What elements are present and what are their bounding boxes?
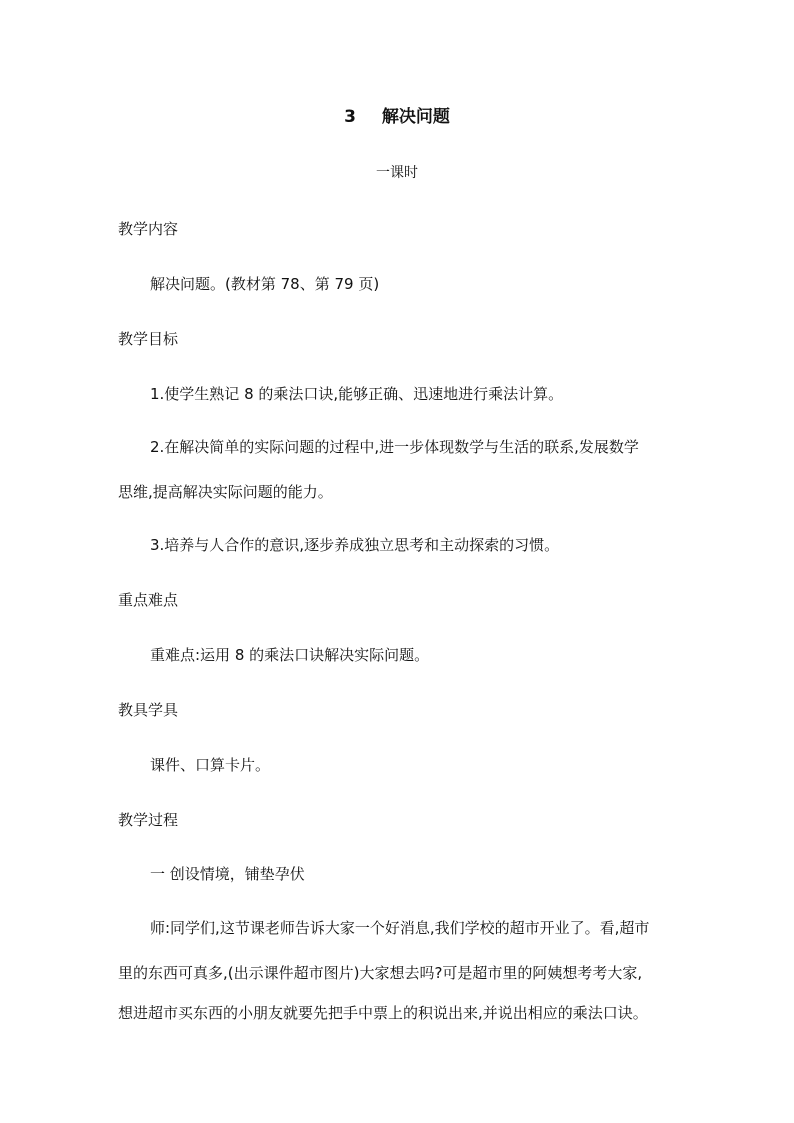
tools-body: 课件、口算卡片。	[150, 756, 271, 774]
goal-item-2-line-1: 2.在解决简单的实际问题的过程中,进一步体现数学与生活的联系,发展数学	[150, 438, 639, 456]
page-title	[0, 107, 794, 127]
process-para-line-3: 想进超市买东西的小朋友就要先把手中票上的积说出来,并说出相应的乘法口诀。	[118, 1004, 648, 1022]
section-heading-goals: 教学目标	[118, 330, 179, 348]
section-heading-process: 教学过程	[118, 811, 179, 829]
page-subtitle: 一课时	[376, 165, 418, 181]
title-number: 3	[344, 107, 356, 127]
section-heading-tools: 教具学具	[118, 701, 179, 719]
goal-item-3: 3.培养与人合作的意识,逐步养成独立思考和主动探索的习惯。	[150, 536, 560, 554]
process-para-line-2: 里的东西可真多,(出示课件超市图片)大家想去吗?可是超市里的阿姨想考考大家,	[118, 964, 643, 982]
section-heading-key-points: 重点难点	[118, 591, 179, 609]
process-step-1: 一 创设情境，铺垫孕伏	[150, 865, 305, 883]
content-body: 解决问题。(教材第 78、第 79 页)	[150, 275, 380, 293]
goal-item-2-line-2: 思维,提高解决实际问题的能力。	[118, 483, 333, 501]
process-para-line-1: 师:同学们,这节课老师告诉大家一个好消息,我们学校的超市开业了。看,超市	[150, 919, 650, 937]
goal-item-1: 1.使学生熟记 8 的乘法口诀,能够正确、迅速地进行乘法计算。	[150, 385, 564, 403]
key-points-body: 重难点:运用 8 的乘法口诀解决实际问题。	[150, 646, 430, 664]
title-text: 解决问题	[381, 107, 450, 127]
section-heading-content: 教学内容	[118, 220, 179, 238]
